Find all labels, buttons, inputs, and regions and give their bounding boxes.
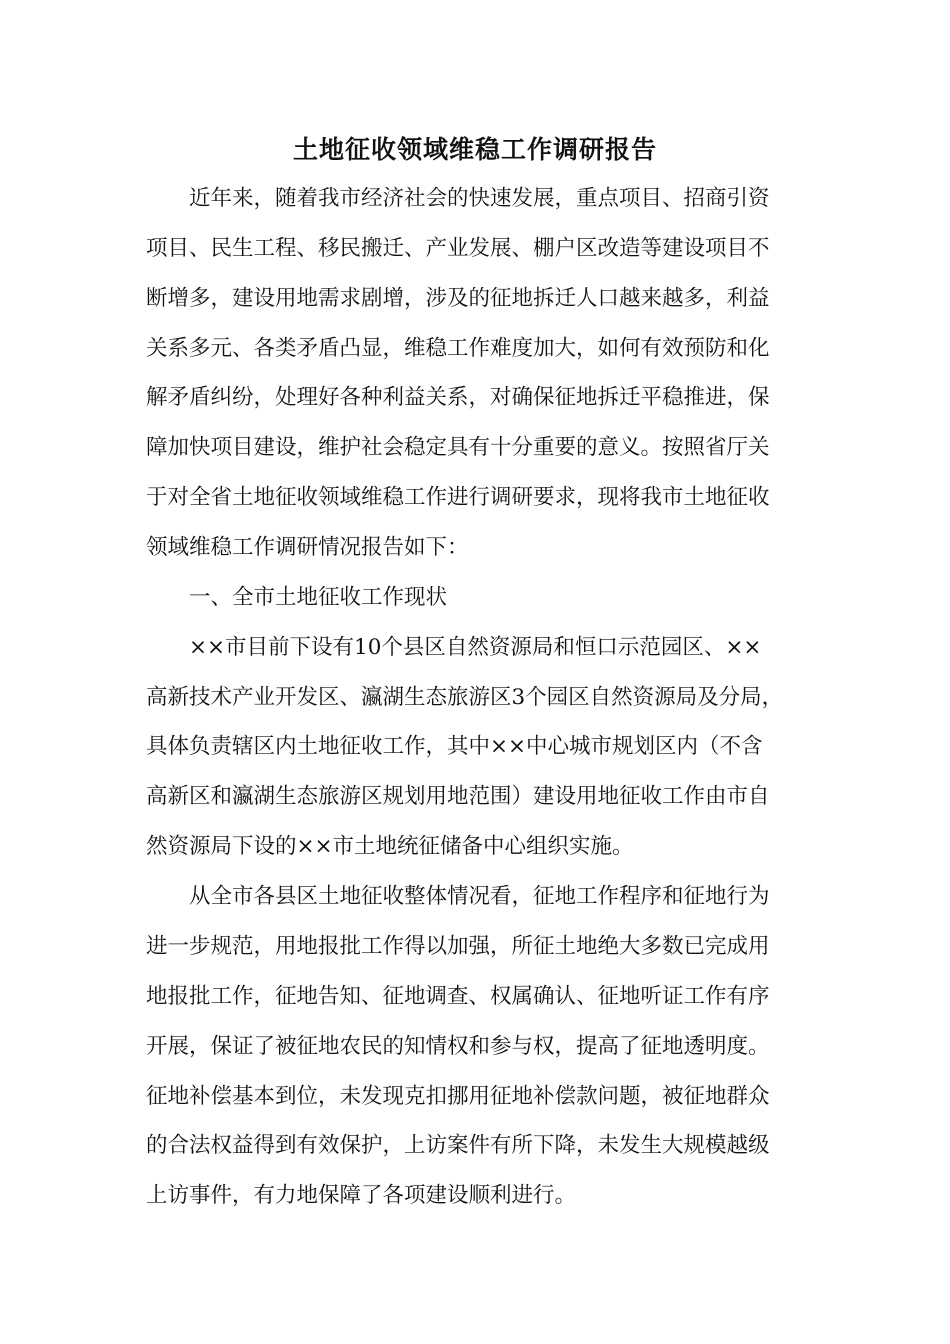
paragraph-line: 障加快项目建设，维护社会稳定具有十分重要的意义。按照省厅关 (146, 435, 770, 460)
paragraph-line: 高新技术产业开发区、瀛湖生态旅游区3个园区自然资源局及分局， (146, 685, 784, 710)
paragraph-line: 具体负责辖区内土地征收工作，其中××中心城市规划区内（不含 (146, 734, 763, 759)
paragraph-line: 高新区和瀛湖生态旅游区规划用地范围）建设用地征收工作由市自 (146, 784, 770, 809)
section-heading: 一、全市土地征收工作现状 (146, 585, 448, 610)
paragraph-line: 关系多元、各类矛盾凸显，维稳工作难度加大，如何有效预防和化 (146, 336, 770, 361)
paragraph-line: 领域维稳工作调研情况报告如下： (146, 535, 469, 560)
paragraph-line: 的合法权益得到有效保护，上访案件有所下降，未发生大规模越级 (146, 1133, 770, 1158)
paragraph-line: 征地补偿基本到位，未发现克扣挪用征地补偿款问题，被征地群众 (146, 1084, 770, 1109)
paragraph-line: 断增多，建设用地需求剧增，涉及的征地拆迁人口越来越多，利益 (146, 286, 770, 311)
paragraph-line: 近年来，随着我市经济社会的快速发展，重点项目、招商引资 (146, 186, 770, 211)
paragraph-line: 上访事件，有力地保障了各项建设顺利进行。 (146, 1183, 577, 1208)
paragraph-line: 项目、民生工程、移民搬迁、产业发展、棚户区改造等建设项目不 (146, 236, 770, 261)
paragraph-line: 进一步规范，用地报批工作得以加强，所征土地绝大多数已完成用 (146, 934, 770, 959)
paragraph-line: ××市目前下设有10个县区自然资源局和恒口示范园区、×× (146, 635, 762, 660)
paragraph-line: 解矛盾纠纷，处理好各种利益关系，对确保征地拆迁平稳推进，保 (146, 385, 770, 410)
paragraph-line: 开展，保证了被征地农民的知情权和参与权，提高了征地透明度。 (146, 1034, 770, 1059)
paragraph-line: 从全市各县区土地征收整体情况看，征地工作程序和征地行为 (146, 884, 770, 909)
paragraph-line: 然资源局下设的××市土地统征储备中心组织实施。 (146, 834, 634, 859)
paragraph-line: 于对全省土地征收领域维稳工作进行调研要求，现将我市土地征收 (146, 485, 770, 510)
paragraph-line: 地报批工作，征地告知、征地调查、权属确认、征地听证工作有序 (146, 984, 770, 1009)
document-title: 土地征收领域维稳工作调研报告 (292, 135, 657, 164)
